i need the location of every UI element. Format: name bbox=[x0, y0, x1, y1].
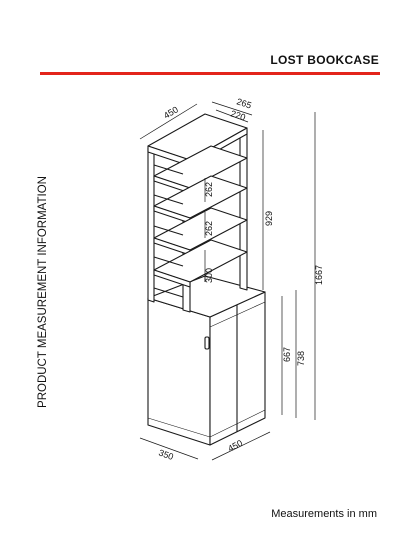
dim-shelf-gap-2: 262 bbox=[204, 220, 214, 236]
dim-top-depth: 265 bbox=[235, 96, 253, 111]
dim-base-depth: 350 bbox=[157, 447, 175, 463]
units-note: Measurements in mm bbox=[271, 508, 377, 520]
cabinet-side-panel bbox=[148, 298, 210, 445]
door-handle bbox=[205, 337, 209, 349]
left-front-post bbox=[148, 148, 154, 302]
dim-cabinet-height: 738 bbox=[296, 350, 306, 366]
dim-cabinet-inner-height: 667 bbox=[282, 346, 292, 362]
dim-top-width: 450 bbox=[161, 104, 180, 121]
product-title: LOST BOOKCASE bbox=[270, 53, 379, 67]
dim-shelf-gap-3: 300 bbox=[204, 267, 214, 283]
dim-base-width: 450 bbox=[226, 437, 245, 454]
vertical-section-label: PRODUCT MEASUREMENT INFORMATION bbox=[37, 176, 49, 408]
dim-top-inner-depth: 220 bbox=[229, 108, 247, 123]
dim-shelf-gap-1: 262 bbox=[204, 181, 214, 197]
dim-total-height: 1667 bbox=[314, 264, 324, 285]
dim-upper-height: 929 bbox=[264, 210, 274, 226]
back-post bbox=[240, 128, 247, 290]
